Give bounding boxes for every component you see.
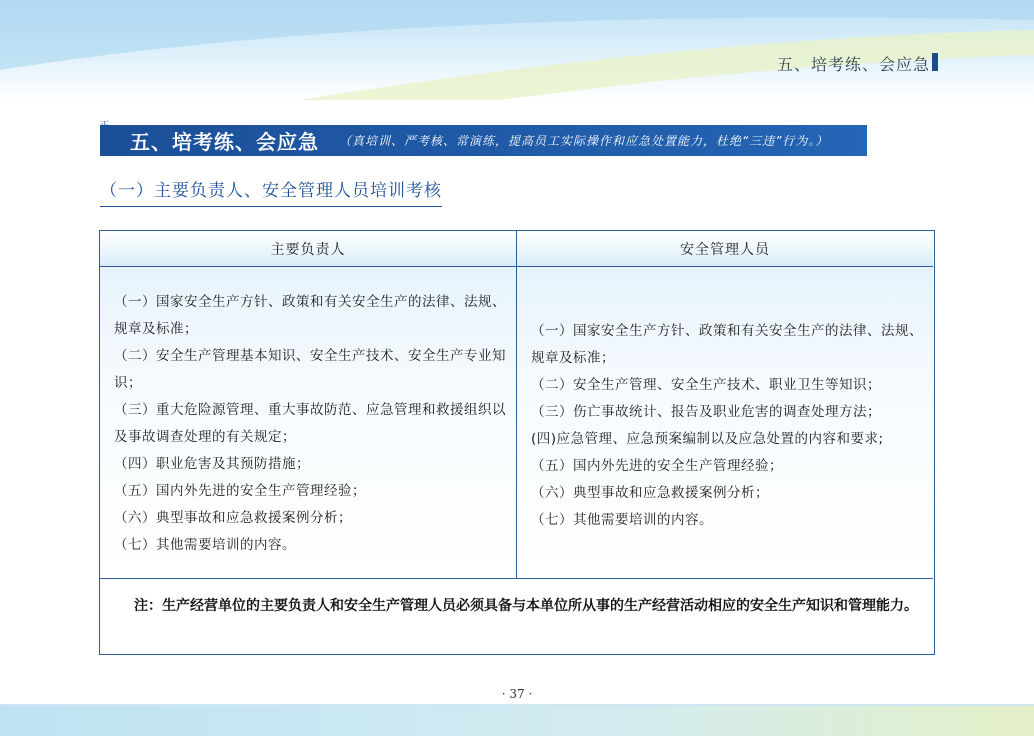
list-item: （三）重大危险源管理、重大事故防范、应急管理和救援组织以及事故调查处理的有关规定；	[114, 402, 506, 445]
header-accent-bar	[932, 53, 938, 71]
list-item: （七）其他需要培训的内容。	[114, 537, 296, 553]
list-item: （一）国家安全生产方针、政策和有关安全生产的法律、法规、规章及标准；	[531, 323, 923, 366]
list-item: （一）国家安全生产方针、政策和有关安全生产的法律、法规、规章及标准；	[114, 294, 506, 337]
list-item: （七）其他需要培训的内容。	[531, 512, 713, 528]
subheading: （一）主要负责人、安全管理人员培训考核	[100, 176, 442, 207]
table-header-principal: 主要负责人	[100, 231, 517, 267]
list-item: （二）安全生产管理基本知识、安全生产技术、安全生产专业知识；	[114, 348, 506, 391]
running-header-title: 五、培考练、会应急	[776, 55, 930, 74]
list-item: （六）典型事故和应急救援案例分析；	[114, 510, 352, 526]
list-item: （五）国内外先进的安全生产管理经验；	[114, 483, 366, 499]
list-item: （五）国内外先进的安全生产管理经验；	[531, 458, 783, 474]
safety-managers-content-cell	[517, 267, 933, 578]
list-item: （六）典型事故和应急救援案例分析；	[531, 485, 769, 501]
table-note: 注：生产经营单位的主要负责人和安全生产管理人员必须具备与本单位所从事的生产经营活动相应的安全生产知识和管理能力。	[134, 598, 918, 614]
table-header-safety-managers: 安全管理人员	[517, 231, 933, 267]
list-item: （四）职业危害及其预防措施；	[114, 456, 310, 472]
page-number: · 37 ·	[501, 687, 533, 701]
section-subtitle: （真培训、严考核、常演练，提高员工实际操作和应急处置能力，杜绝“三违”行为。）	[339, 134, 829, 148]
section-title: 五、培考练、会应急	[130, 130, 319, 154]
bottom-decoration	[0, 706, 1034, 736]
training-table	[99, 230, 935, 655]
table-note-row	[100, 578, 933, 653]
top-wave-decoration	[0, 0, 1034, 100]
list-item: (四)应急管理、应急预案编制以及应急处置的内容和要求;	[531, 431, 884, 447]
list-item: （二）安全生产管理、安全生产技术、职业卫生等知识；	[531, 377, 881, 393]
list-item: （三）伤亡事故统计、报告及职业危害的调查处理方法；	[531, 404, 881, 420]
section-banner	[100, 125, 867, 156]
principal-content-cell	[100, 267, 517, 578]
